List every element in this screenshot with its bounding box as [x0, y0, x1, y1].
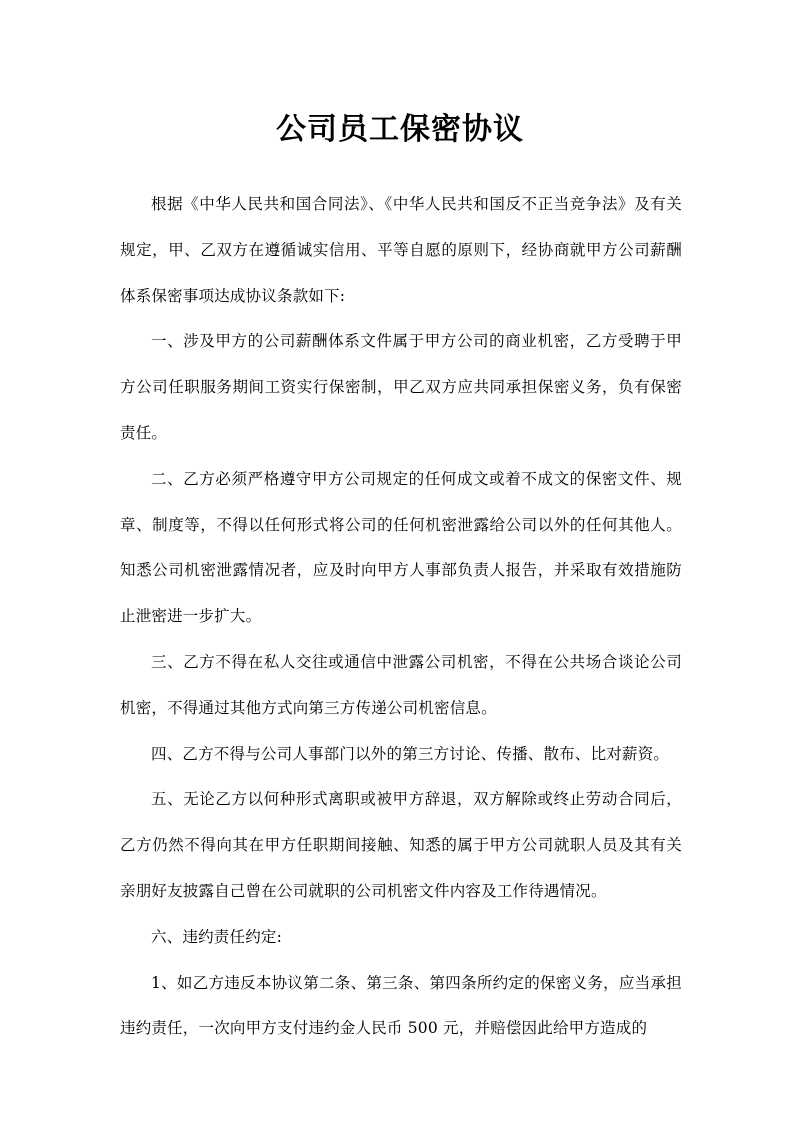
document-body	[120, 182, 682, 1052]
paragraph-clause-6-heading: 六、违约责任约定:	[151, 927, 283, 946]
paragraph-intro: 根据《中华人民共和国合同法》、《中华人民共和国反不正当竞争法》及有关规定，甲、乙双方在遵循诚实信用、平等自愿的原则下，经协商就甲方公司薪酬体系保密事项达成协议条款如下:	[120, 195, 682, 305]
paragraph-clause-3: 三、乙方不得在私人交往或通信中泄露公司机密，不得在公共场合谈论公司机密，不得通过其他方式向第三方传递公司机密信息。	[120, 652, 682, 717]
document-title: 公司员工保密协议	[276, 112, 524, 147]
paragraph-clause-1: 一、涉及甲方的公司薪酬体系文件属于甲方公司的商业机密，乙方受聘于甲方公司任职服务期间工资实行保密制，甲乙双方应共同承担保密义务，负有保密责任。	[120, 332, 682, 442]
paragraph-clause-5: 五、无论乙方以何种形式离职或被甲方辞退，双方解除或终止劳动合同后，乙方仍然不得向其在甲方任职期间接触、知悉的属于甲方公司就职人员及其有关亲朋好友披露自己曾在公司就职的公司机密文件内容及工作待遇情况。	[120, 790, 682, 900]
paragraph-clause-4: 四、乙方不得与公司人事部门以外的第三方讨论、传播、散布、比对薪资。	[151, 744, 670, 763]
paragraph-clause-2: 二、乙方必须严格遵守甲方公司规定的任何成文或着不成文的保密文件、规章、制度等，不得以任何形式将公司的任何机密泄露给公司以外的任何其他人。知悉公司机密泄露情况者，应及时向甲方人事部负责人报告，并采取有效措施防止泄密进一步扩大。	[120, 469, 682, 626]
paragraph-clause-6-item-1: 1、如乙方违反本协议第二条、第三条、第四条所约定的保密义务，应当承担违约责任，一次向甲方支付违约金人民币 500 元，并赔偿因此给甲方造成的	[120, 973, 682, 1038]
